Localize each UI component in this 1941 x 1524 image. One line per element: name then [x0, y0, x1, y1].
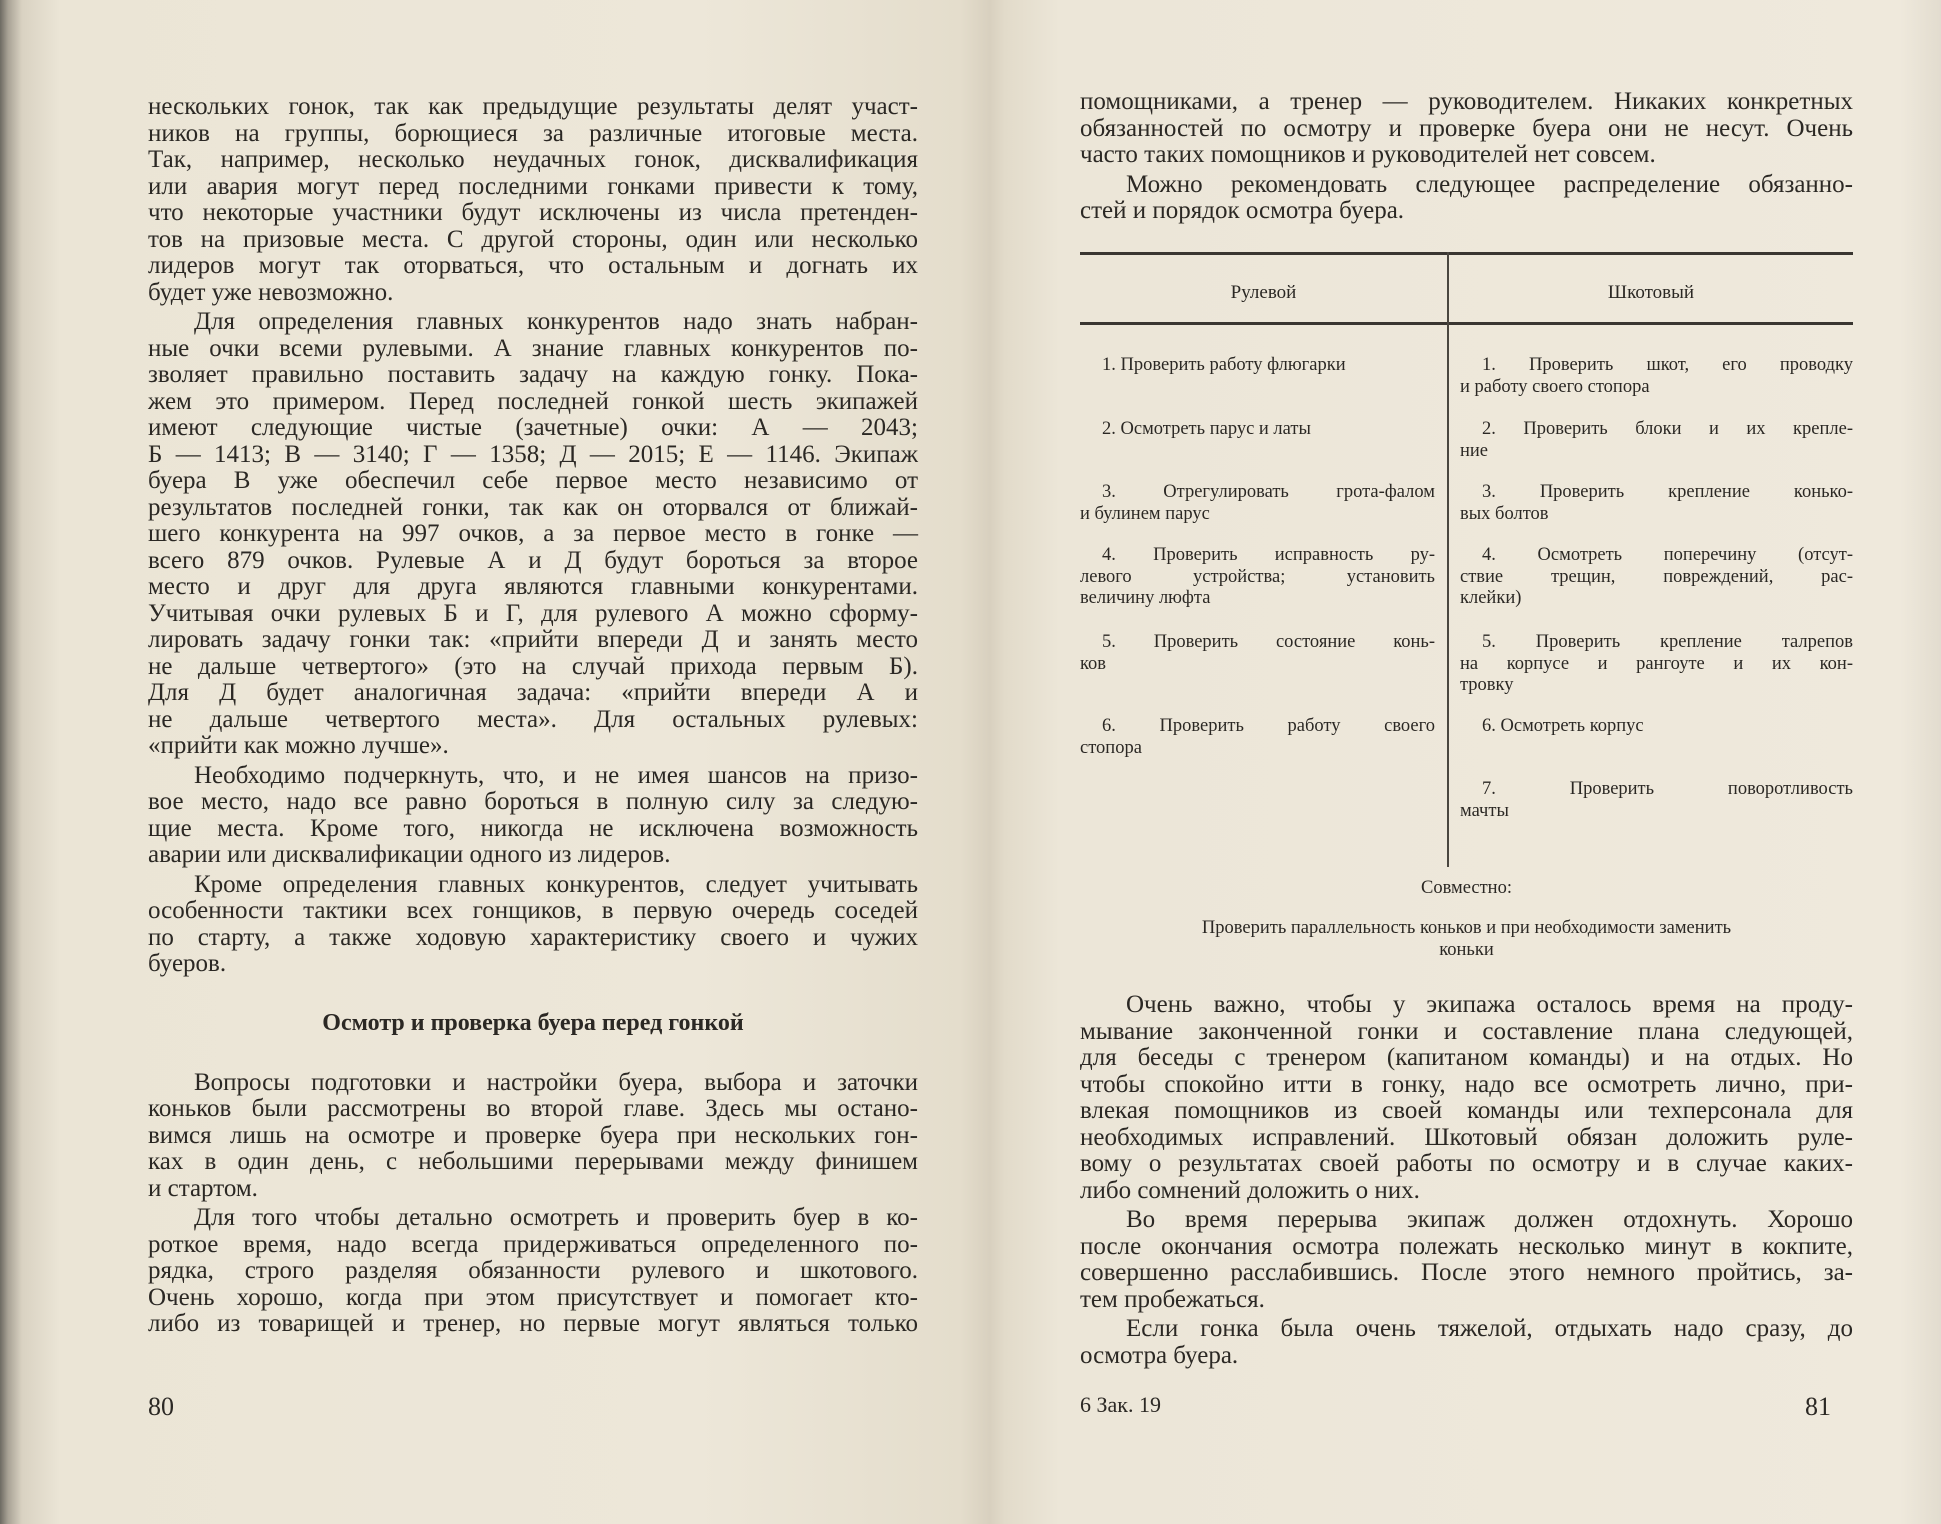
text-line: либо из товарищей и тренер, но первые могут являться только [148, 1310, 918, 1337]
cell-line: 2. Проверить блоки и их крепле- [1482, 419, 1853, 439]
text-line: особенности тактики всех гонщиков, в первую очередь соседей [148, 897, 918, 924]
text-line: и стартом. [148, 1174, 258, 1202]
cell-line: и работу своего стопора [1460, 376, 1650, 397]
joint-duty-line: коньки [1439, 939, 1494, 960]
text-line: Так, например, несколько неудачных гонок, дисквалификация [148, 146, 918, 173]
helmsman-duty [1080, 355, 1435, 377]
text-line: роткое время, надо всегда придерживаться определенного по- [148, 1230, 918, 1258]
text-line: аварии или дисквалификации одного из лидеров. [148, 841, 671, 868]
sheet-trimmer-duty [1460, 779, 1853, 822]
sheet-trimmer-duty [1460, 482, 1853, 525]
cell-line: ков [1080, 653, 1107, 674]
text-line: вимся лишь на осмотре и проверке буера при нескольких гон- [148, 1121, 918, 1149]
text-line: место и друг для друга являются главными конкурентами. [148, 573, 918, 600]
cell-line: и булинем парус [1080, 503, 1210, 524]
text-line: тов на призовые места. С другой стороны, один или несколько [148, 225, 918, 253]
section-heading: Осмотр и проверка буера перед гонкой [322, 1009, 744, 1036]
text-line: «прийти как можно лучше». [148, 732, 449, 759]
text-line: Можно рекомендовать следующее распределение обязанно- [1126, 170, 1853, 198]
sheet-trimmer-duty [1460, 355, 1853, 398]
text-line: Учитывая очки рулевых Б и Г, для рулевого А можно сформу- [148, 599, 918, 627]
joint-duty-line: Проверить параллельность коньков и при необходимости заменить [1201, 918, 1732, 938]
text-line: влекая помощников из своей команды или техперсонала для [1080, 1097, 1853, 1124]
text-line: лировать задачу гонки так: «прийти впереди Д и занять место [148, 626, 918, 653]
cell-line: 2. Осмотреть парус и латы [1102, 419, 1311, 439]
cell-line: 6. Проверить работу своего [1102, 716, 1435, 736]
text-line: тем пробежаться. [1080, 1285, 1265, 1313]
cell-line: на корпусе и рангоуте и их кон- [1460, 653, 1853, 674]
text-line: ках в один день, с небольшими перерывами между финишем [148, 1148, 918, 1175]
paragraph [148, 1205, 918, 1338]
text-line: результатов последней гонки, так как он оторвался от ближай- [148, 493, 918, 521]
paragraph [1080, 89, 1853, 169]
text-line: Для определения главных конкурентов надо знать набран- [194, 308, 918, 335]
table-top-rule [1080, 252, 1853, 255]
text-line: необходимых исправлений. Шкотовый обязан доложить руле- [1080, 1123, 1853, 1151]
cell-line: 5. Проверить состояние конь- [1102, 632, 1435, 652]
helmsman-duty [1080, 545, 1435, 610]
text-line: зволяет правильно поставить задачу на каждую гонку. Пока- [148, 361, 918, 388]
helmsman-duty [1080, 716, 1435, 759]
sheet-trimmer-duty [1460, 419, 1853, 462]
cell-line: ствие трещин, повреждений, рас- [1460, 566, 1853, 587]
cell-line: стопора [1080, 737, 1142, 758]
text-line: либо сомнений доложить о них. [1080, 1176, 1420, 1204]
text-line: Необходимо подчеркнуть, что, и не имея шансов на призо- [194, 761, 918, 789]
joint-duty [1080, 918, 1853, 961]
text-line: совершенно расслабившись. После этого немного пройтись, за- [1080, 1259, 1853, 1286]
cell-line: левого устройства; установить [1080, 566, 1435, 587]
text-line: Вопросы подготовки и настройки буера, выбора и заточки [194, 1068, 918, 1096]
paragraph [1080, 1316, 1853, 1369]
cell-line: мачты [1460, 800, 1509, 821]
text-line: Во время перерыва экипаж должен отдохнуть. Хорошо [1126, 1206, 1853, 1233]
duties-table [1080, 252, 1853, 872]
text-line: Б — 1413; В — 3140; Г — 1358; Д — 2015; Е — 1146. Экипаж [148, 440, 918, 468]
text-line: ников на группы, борющиеся за различные итоговые места. [148, 119, 918, 147]
text-line: что некоторые участники будут исключены из числа претенден- [148, 199, 918, 226]
printer-signature: 6 Зак. 19 [1080, 1392, 1161, 1417]
text-line: щие места. Кроме того, никогда не исключена возможность [148, 814, 918, 842]
text-line: жем это примером. Перед последней гонкой шесть экипажей [148, 387, 918, 415]
paragraph [1080, 1207, 1853, 1313]
text-line: помощниками, а тренер — руководителем. Никаких конкретных [1080, 88, 1853, 115]
left-text-column [148, 94, 918, 1341]
text-line: вому о результатах своей работы по осмотру и в случае каких- [1080, 1150, 1853, 1177]
text-line: для беседы с тренером (капитаном команды) и на отдых. Но [1080, 1044, 1853, 1071]
paragraph [148, 872, 918, 978]
cell-line: 3. Отрегулировать грота-фалом [1102, 482, 1435, 502]
paragraph [148, 1070, 918, 1203]
text-line: чтобы спокойно итти в гонку, надо все осмотреть лично, при- [1080, 1070, 1853, 1098]
right-top-text [1080, 89, 1853, 228]
cell-line: 7. Проверить поворотливость [1482, 779, 1853, 799]
text-line: Очень хорошо, когда при этом присутствует и помогает кто- [148, 1283, 918, 1311]
text-line: будет уже невозможно. [148, 278, 394, 306]
table-header-sheet-trimmer: Шкотовый [1607, 282, 1695, 303]
text-line: не дальше четвертого места». Для остальных рулевых: [148, 705, 918, 733]
helmsman-duty [1080, 419, 1435, 441]
text-line: шего конкурента на 997 очков, а за первое место в гонке — [148, 520, 918, 547]
text-line: буеров. [148, 950, 227, 977]
sheet-trimmer-duty [1460, 632, 1853, 697]
cell-line: 1. Проверить работу флюгарки [1102, 355, 1346, 375]
cell-line: 3. Проверить крепление конько- [1482, 482, 1853, 502]
paragraph [148, 94, 918, 306]
text-line: осмотра буера. [1080, 1341, 1239, 1369]
text-line: стей и порядок осмотра буера. [1080, 197, 1405, 224]
cell-line: 1. Проверить шкот, его проводку [1482, 355, 1853, 375]
paragraph [1080, 992, 1853, 1204]
page-number-left: 80 [148, 1392, 174, 1421]
text-line: коньков были рассмотрены во второй главе. Здесь мы остано- [148, 1095, 918, 1122]
helmsman-duty [1080, 632, 1435, 675]
cell-line: вых болтов [1460, 503, 1549, 524]
text-line: Если гонка была очень тяжелой, отдыхать надо сразу, до [1126, 1315, 1853, 1342]
sheet-trimmer-duty [1460, 545, 1853, 610]
sheet-trimmer-duty [1460, 716, 1853, 738]
page-number-right: 81 [1805, 1392, 1831, 1421]
text-line: имеют следующие чистые (зачетные) очки: А — 2043; [148, 414, 918, 441]
table-header-rule [1080, 322, 1853, 325]
text-line: Очень важно, чтобы у экипажа осталось время на проду- [1126, 991, 1853, 1018]
paragraph [1080, 172, 1853, 225]
cell-line: 6. Осмотреть корпус [1482, 716, 1644, 736]
text-line: Для Д будет аналогичная задача: «прийти впереди А и [148, 679, 918, 706]
helmsman-duty [1080, 482, 1435, 525]
cell-line: ние [1460, 440, 1489, 461]
paragraph [148, 763, 918, 869]
text-line: буера В уже обеспечил себе первое место независимо от [148, 467, 918, 494]
right-page [980, 0, 1941, 1524]
table-header-helmsman: Рулевой [1230, 282, 1297, 303]
text-line: лидеров могут так оторваться, что остальным и догнать их [148, 252, 918, 279]
cell-line: клейки) [1460, 588, 1522, 608]
joint-label: Совместно: [1421, 878, 1512, 898]
text-line: нескольких гонок, так как предыдущие результаты делят участ- [148, 93, 918, 120]
right-bottom-text [1080, 992, 1853, 1372]
table-column-divider [1447, 252, 1449, 867]
text-line: ные очки всеми рулевыми. А знание главных конкурентов по- [148, 334, 918, 362]
text-line: или авария могут перед последними гонками привести к тому, [148, 172, 918, 200]
text-line: обязанностей по осмотру и проверке буера они не несут. Очень [1080, 114, 1853, 142]
text-line: часто таких помощников и руководителей нет совсем. [1080, 141, 1656, 168]
text-line: мывание законченной гонки и составление плана следующей, [1080, 1017, 1853, 1045]
text-line: рядка, строго разделяя обязанности рулевого и шкотового. [148, 1257, 918, 1284]
paragraph [148, 309, 918, 760]
cell-line: тровку [1460, 675, 1514, 695]
text-line: Кроме определения главных конкурентов, следует учитывать [194, 870, 918, 898]
text-line: вое место, надо все равно бороться в полную силу за следую- [148, 788, 918, 815]
text-line: по старту, а также ходовую характеристику своего и чужих [148, 923, 918, 951]
cell-line: величину люфта [1080, 588, 1211, 608]
cell-line: 4. Проверить исправность ру- [1102, 545, 1435, 565]
cell-line: 5. Проверить крепление талрепов [1482, 632, 1853, 652]
text-line: не дальше четвертого» (это на случай прихода первым Б). [148, 652, 918, 680]
text-line: Для того чтобы детально осмотреть и проверить буер в ко- [194, 1204, 918, 1231]
text-line: всего 879 очков. Рулевые А и Д будут бороться за второе [148, 546, 918, 574]
text-line: после окончания осмотра полежать несколько минут в кокпите, [1080, 1232, 1853, 1260]
cell-line: 4. Осмотреть поперечину (отсут- [1482, 545, 1853, 565]
